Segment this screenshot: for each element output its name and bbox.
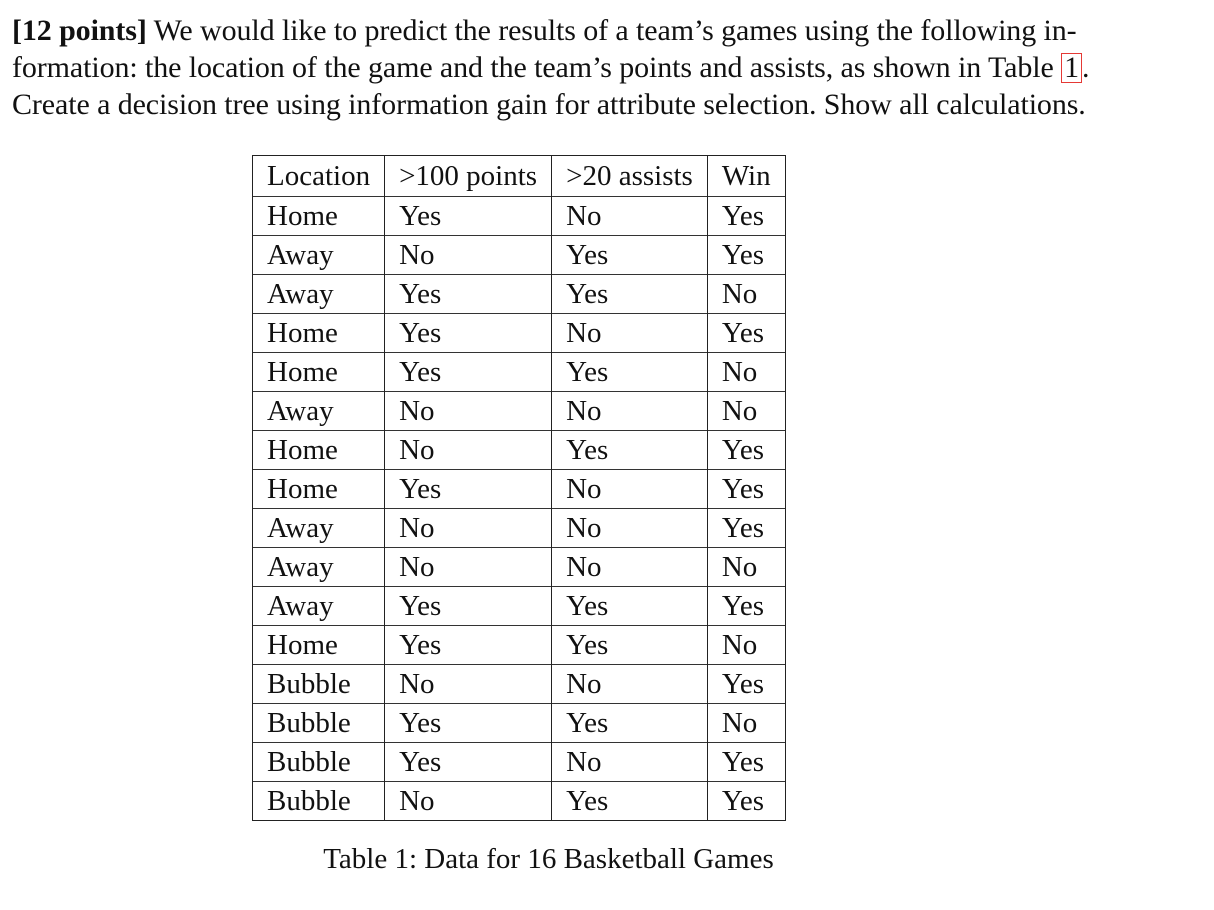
table-body [253,197,786,821]
location-cell: Home [253,314,385,353]
location-cell: Away [253,509,385,548]
table-row [253,665,786,704]
problem-line-2-text: formation: the location of the game and the team’s points and assists, as shown in Table [12,51,1062,84]
points-cell: No [385,236,552,275]
table-row [253,626,786,665]
table-row [253,548,786,587]
table-row [253,236,786,275]
problem-line-3: Create a decision tree using information gain for attribute selection. Show all calculations. [12,88,1086,121]
location-cell: Home [253,626,385,665]
location-cell: Away [253,392,385,431]
table-row [253,392,786,431]
assists-cell: No [552,548,708,587]
points-cell: Yes [385,743,552,782]
table-row [253,353,786,392]
win-cell: Yes [707,782,785,821]
location-cell: Home [253,353,385,392]
win-cell: No [707,353,785,392]
points-cell: No [385,782,552,821]
points-cell: Yes [385,470,552,509]
win-cell: No [707,275,785,314]
win-cell: Yes [707,431,785,470]
table-row [253,743,786,782]
assists-cell: No [552,314,708,353]
assists-cell: Yes [552,782,708,821]
location-cell: Bubble [253,704,385,743]
win-cell: No [707,626,785,665]
win-cell: No [707,704,785,743]
win-cell: Yes [707,665,785,704]
points-cell: No [385,548,552,587]
win-cell: Yes [707,236,785,275]
assists-cell: No [552,743,708,782]
table-row [253,704,786,743]
points-cell: No [385,431,552,470]
basketball-data-table [252,155,786,821]
table-row [253,431,786,470]
assists-cell: No [552,470,708,509]
win-cell: Yes [707,509,785,548]
points-cell: Yes [385,314,552,353]
points-cell: Yes [385,197,552,236]
problem-statement [12,12,1172,123]
points-cell: Yes [385,587,552,626]
assists-cell: Yes [552,275,708,314]
assists-cell: Yes [552,704,708,743]
points-cell: No [385,392,552,431]
table-row [253,470,786,509]
location-cell: Home [253,197,385,236]
problem-line-2 [12,49,1172,86]
assists-cell: Yes [552,353,708,392]
points-cell: Yes [385,353,552,392]
assists-cell: Yes [552,626,708,665]
location-cell: Away [253,548,385,587]
points-cell: Yes [385,704,552,743]
table-row [253,587,786,626]
header-location: Location [253,156,385,197]
assists-cell: No [552,392,708,431]
table-reference-link[interactable]: 1 [1061,53,1082,83]
table-row [253,197,786,236]
table-header-row [253,156,786,197]
points-label: [12 points] [12,14,147,47]
table-row [253,275,786,314]
problem-line-1-text: We would like to predict the results of a team’s games using the following in- [146,14,1077,47]
location-cell: Home [253,431,385,470]
win-cell: Yes [707,743,785,782]
table-caption: Table 1: Data for 16 Basketball Games [323,843,774,875]
assists-cell: No [552,197,708,236]
location-cell: Bubble [253,782,385,821]
win-cell: Yes [707,587,785,626]
header-win: Win [707,156,785,197]
points-cell: No [385,665,552,704]
header-assists: >20 assists [552,156,708,197]
table-row [253,314,786,353]
problem-line-1 [12,12,1172,49]
assists-cell: Yes [552,236,708,275]
win-cell: Yes [707,470,785,509]
location-cell: Away [253,236,385,275]
win-cell: Yes [707,197,785,236]
location-cell: Bubble [253,665,385,704]
location-cell: Away [253,275,385,314]
assists-cell: No [552,665,708,704]
location-cell: Bubble [253,743,385,782]
location-cell: Home [253,470,385,509]
win-cell: No [707,392,785,431]
points-cell: Yes [385,275,552,314]
points-cell: No [385,509,552,548]
table-row [253,782,786,821]
location-cell: Away [253,587,385,626]
problem-line-2-end: . [1081,51,1090,84]
assists-cell: Yes [552,587,708,626]
assists-cell: Yes [552,431,708,470]
win-cell: No [707,548,785,587]
assists-cell: No [552,509,708,548]
points-cell: Yes [385,626,552,665]
win-cell: Yes [707,314,785,353]
header-points: >100 points [385,156,552,197]
table-row [253,509,786,548]
